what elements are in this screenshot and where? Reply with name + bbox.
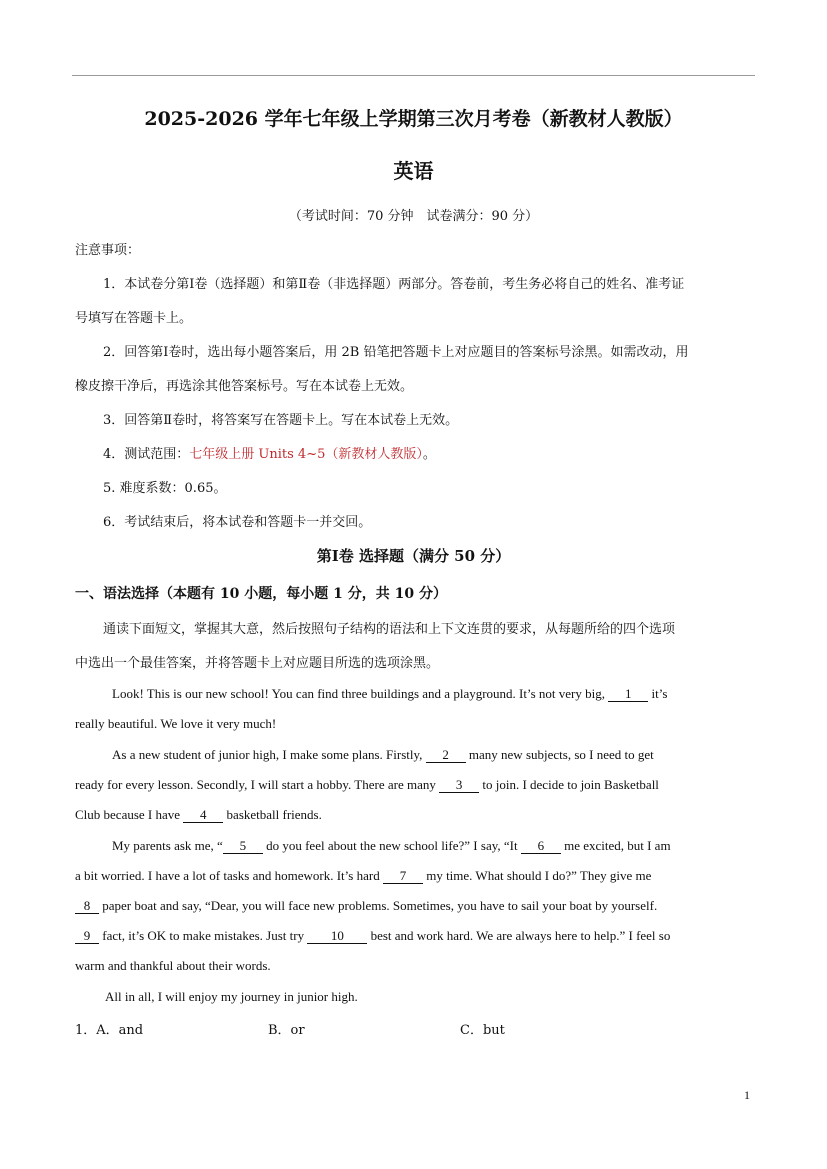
q1-option-a: A．and	[96, 1023, 144, 1038]
q1-option-b: B．or	[268, 1023, 305, 1038]
note-4-prefix: 4．测试范围：	[103, 447, 190, 462]
blank-6: 6	[521, 839, 561, 854]
section-1-heading: 第Ⅰ卷 选择题（满分 50 分）	[316, 547, 511, 565]
passage-text: basketball friends.	[226, 807, 322, 822]
blank-4: 4	[183, 808, 223, 823]
note-6: 6．考试结束后，将本试卷和答题卡一并交回。	[103, 515, 372, 530]
passage-text: me excited, but I am	[564, 838, 671, 853]
note-1-line-1: 1．本试卷分第Ⅰ卷（选择题）和第Ⅱ卷（非选择题）两部分。答卷前，考生务必将自己的姓名、准考证	[103, 277, 685, 292]
exam-title: 2025-2026 学年七年级上学期第三次月考卷（新教材人教版）	[144, 108, 683, 130]
passage-text: a bit worried. I have a lot of tasks and homework. It’s hard	[75, 868, 380, 883]
note-5: 5. 难度系数：0.65。	[103, 481, 227, 496]
passage-p3-line-3	[75, 898, 657, 914]
passage-text: Look! This is our new school! You can find three buildings and a playground. It’s not very big,	[112, 686, 605, 701]
q1-number: 1．	[75, 1023, 97, 1038]
note-3: 3．回答第Ⅱ卷时，将答案写在答题卡上。写在本试卷上无效。	[103, 413, 459, 428]
passage-p3-line-5: warm and thankful about their words.	[75, 958, 271, 973]
passage-text: fact, it’s OK to make mistakes. Just try	[102, 928, 305, 943]
blank-2: 2	[426, 748, 466, 763]
passage-text: do you feel about the new school life?” I say, “It	[266, 838, 518, 853]
passage-p4: All in all, I will enjoy my journey in junior high.	[105, 989, 358, 1004]
passage-text: to join. I decide to join Basketball	[482, 777, 659, 792]
passage-p2-line-1	[112, 747, 654, 763]
header-rule	[72, 75, 755, 76]
blank-5: 5	[223, 839, 263, 854]
note-4	[103, 443, 436, 462]
passage-text: My parents ask me, “	[112, 838, 223, 853]
passage-p3-line-4	[75, 928, 670, 944]
passage-text: paper boat and say, “Dear, you will face new problems. Sometimes, you have to sail your boat by yourself.	[102, 898, 658, 913]
blank-3: 3	[439, 778, 479, 793]
passage-p1-line-1	[112, 686, 667, 702]
passage-text: ready for every lesson. Secondly, I will start a hobby. There are many	[75, 777, 436, 792]
passage-text: many new subjects, so I need to get	[468, 747, 654, 762]
passage-p2-line-3	[75, 807, 322, 823]
note-4-scope: 七年级上册 Units 4~5（新教材人教版）	[189, 447, 423, 462]
blank-10: 10	[307, 929, 367, 944]
blank-8: 8	[75, 899, 99, 914]
passage-p3-line-2	[75, 868, 651, 884]
blank-7: 7	[383, 869, 423, 884]
passage-text: it’s	[651, 686, 668, 701]
blank-9: 9	[75, 929, 99, 944]
passage-p1-line-2: really beautiful. We love it very much!	[75, 716, 277, 731]
passage-text: my time. What should I do?” They give me	[426, 868, 652, 883]
exam-info: （考试时间：70 分钟 试卷满分：90 分）	[288, 209, 539, 224]
part-1-heading: 一、语法选择（本题有 10 小题，每小题 1 分，共 10 分）	[75, 586, 447, 602]
notes-heading: 注意事项：	[75, 243, 141, 258]
passage-text: best and work hard. We are always here to help.” I feel so	[370, 928, 671, 943]
note-1-line-2: 号填写在答题卡上。	[75, 311, 193, 326]
note-4-suffix: 。	[422, 447, 436, 462]
q1-number-and-option-a	[75, 1019, 143, 1038]
passage-text: As a new student of junior high, I make some plans. Firstly,	[112, 747, 423, 762]
note-2-line-1: 2．回答第Ⅰ卷时，选出每小题答案后，用 2B 铅笔把答题卡上对应题目的答案标号涂黑。如需改动，用	[103, 345, 689, 360]
passage-text: Club because I have	[75, 807, 181, 822]
passage-p2-line-2	[75, 777, 659, 793]
blank-1: 1	[608, 687, 648, 702]
subject-title: 英语	[393, 159, 434, 183]
passage-p3-line-1	[112, 838, 671, 854]
q1-option-c: C．but	[460, 1023, 505, 1038]
instructions-line-1: 通读下面短文，掌握其大意，然后按照句子结构的语法和上下文连贯的要求，从每题所给的四个选项	[103, 622, 676, 637]
note-2-line-2: 橡皮擦干净后，再选涂其他答案标号。写在本试卷上无效。	[75, 379, 414, 394]
instructions-line-2: 中选出一个最佳答案，并将答题卡上对应题目所选的选项涂黑。	[75, 656, 440, 671]
page-number: 1	[744, 1088, 750, 1102]
